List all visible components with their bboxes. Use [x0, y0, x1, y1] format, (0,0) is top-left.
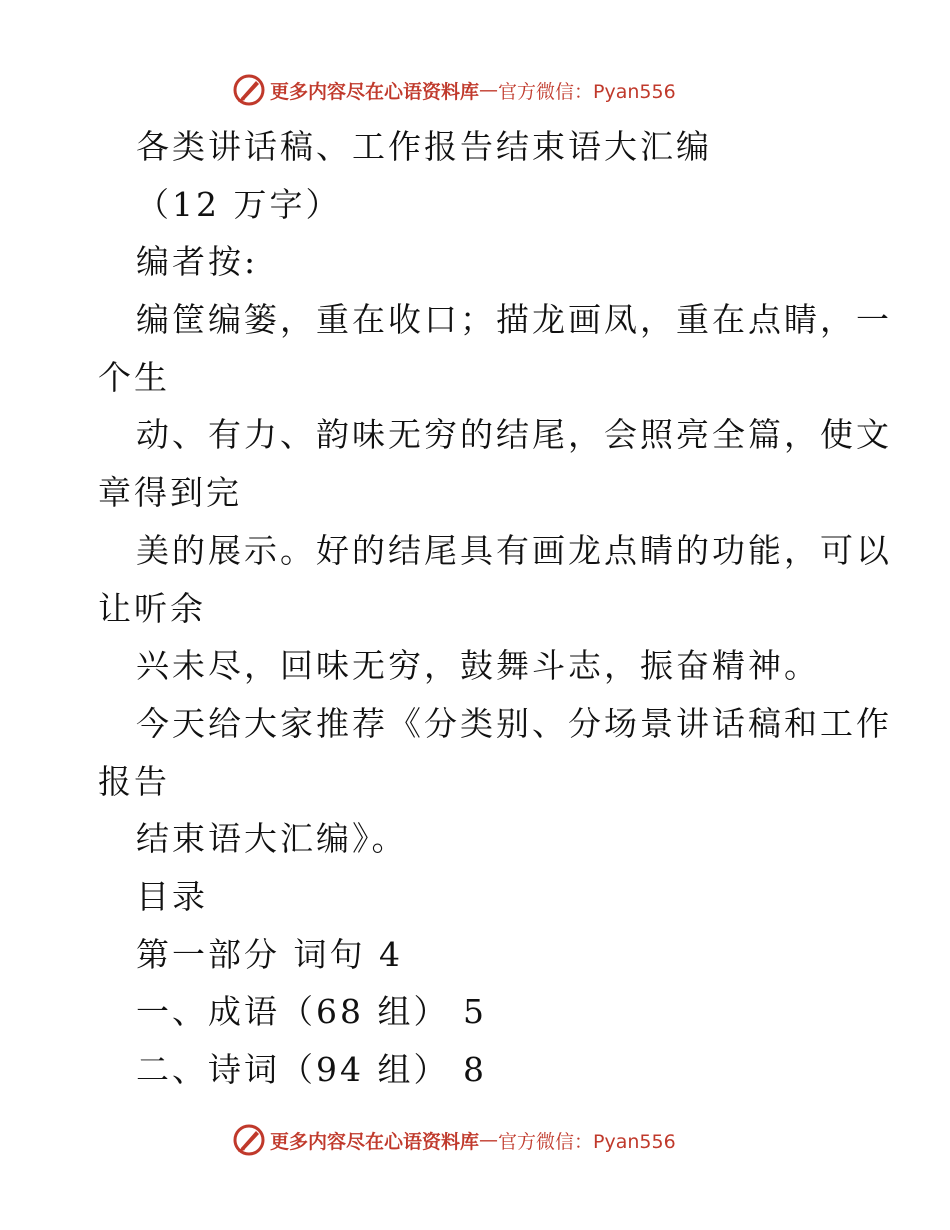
paragraph-line: 个生 [98, 357, 170, 397]
paragraph-line: 兴未尽，回味无穷，鼓舞斗志，振奋精神。 [136, 646, 820, 686]
paragraph-line: 美的展示。好的结尾具有画龙点睛的功能，可以 [136, 530, 892, 570]
paragraph-line: 报告 [98, 761, 170, 801]
editor-note-label: 编者按: [136, 242, 259, 282]
toc-entry: 二、诗词（94 组） 8 [136, 1050, 487, 1089]
document-title: 各类讲话稿、工作报告结束语大汇编 [136, 127, 712, 166]
paragraph-line: 让听余 [98, 588, 206, 628]
paragraph-line: 编筐编篓，重在收口；描龙画凤，重在点睛，一 [136, 300, 892, 340]
paragraph-line: 今天给大家推荐《分类别、分场景讲话稿和工作 [136, 703, 892, 743]
toc-entry: 第一部分 词句 4 [136, 934, 403, 974]
watermark-banner-bottom [232, 1120, 676, 1160]
watermark-wechat: 官方微信：Pyan556 [498, 1130, 676, 1153]
paragraph-line: 章得到完 [98, 473, 242, 513]
brush-logo-icon [232, 1123, 266, 1157]
watermark-wechat: 官方微信：Pyan556 [498, 80, 676, 103]
watermark-banner-top [232, 70, 676, 110]
paragraph-line: 动、有力、韵味无穷的结尾，会照亮全篇，使文 [136, 415, 892, 455]
toc-entry: 一、成语（68 组） 5 [136, 992, 487, 1032]
watermark-text: 更多内容尽在心语资料库 [270, 80, 480, 103]
watermark-text: 更多内容尽在心语资料库 [270, 1130, 480, 1153]
watermark-dash: — [479, 1129, 499, 1151]
paragraph-line: 结束语大汇编》。 [136, 819, 408, 859]
brush-logo-icon [232, 73, 266, 107]
watermark-dash: — [479, 79, 499, 101]
document-body [98, 118, 892, 1099]
toc-heading: 目录 [136, 876, 208, 916]
document-subtitle: （12 万字） [136, 184, 342, 224]
